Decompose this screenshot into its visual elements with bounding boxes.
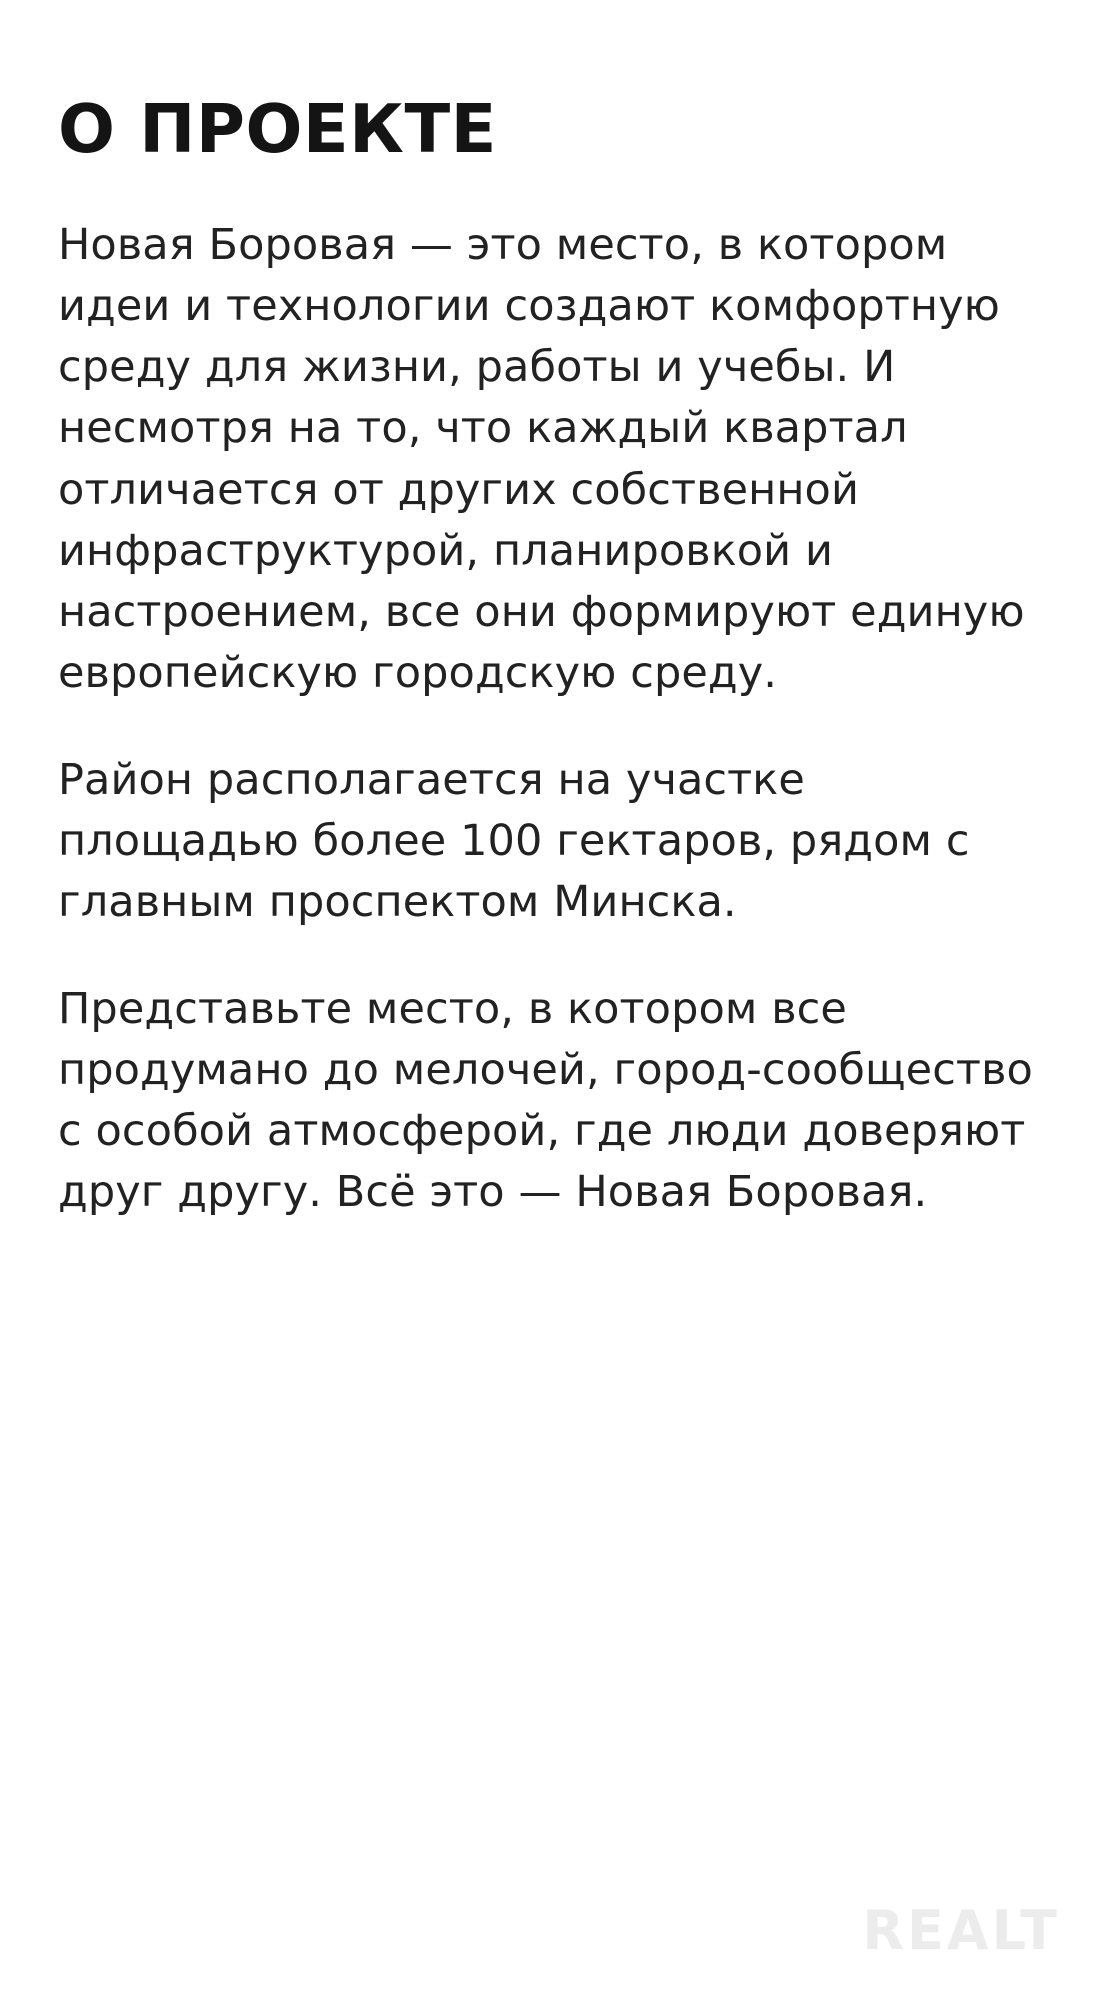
page-title: О ПРОЕКТЕ [58,90,497,168]
paragraph-2: Район располагается на участке площадью более 100 гектаров, рядом с главным проспектом Минска. [58,754,970,927]
paragraph-1: Новая Боровая — это место, в котором идеи и технологии создают комфортную среду для жизни, работы и учебы. И несмотря на то, что каждый квартал отличается от других собственной инфраструктурой, планировкой и настроением, все они формируют единую европейскую городскую среду. [58,220,1025,698]
article-body [58,215,1054,1223]
paragraph-3: Представьте место, в котором все продумано до мелочей, город-сообщество с особой атмосферой, где люди доверяют друг другу. Всё это — Новая Боровая. [58,983,1033,1217]
realt-watermark: REALT [862,1899,1060,1962]
